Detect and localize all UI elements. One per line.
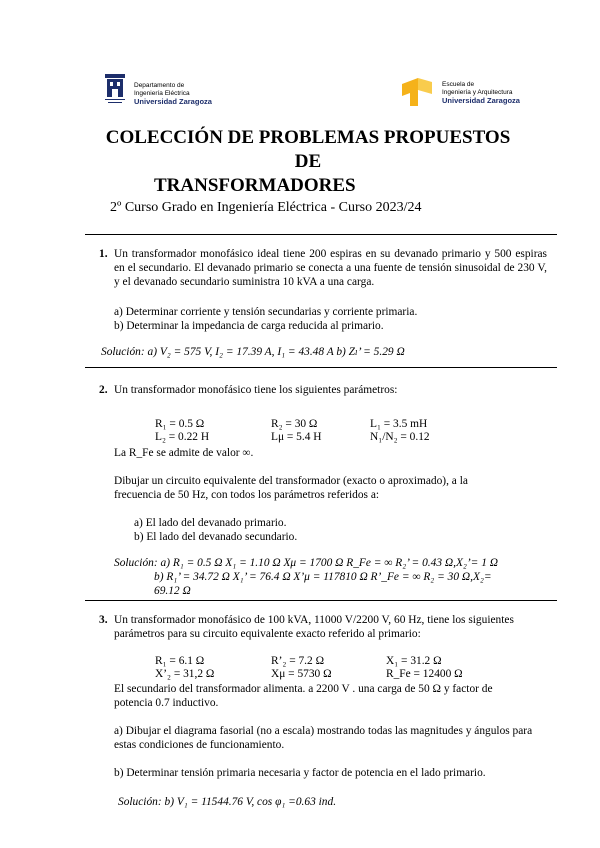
title-line2: DE xyxy=(294,151,322,172)
problem-3-solution: Solución: b) V₁ = 11544.76 V, cos φ₁ =0.63 ind. xyxy=(118,796,337,808)
problem-2-number: 2. xyxy=(99,384,108,396)
university-crest-icon xyxy=(103,72,127,106)
left-logo xyxy=(103,72,233,112)
problem-3-note: El secundario del transformador alimenta. a 2200 V . una carga de 50 Ω y factor de potencia 0.7 inductivo. xyxy=(114,683,493,709)
param: Lμ = 5.4 H xyxy=(271,431,322,443)
divider xyxy=(85,367,557,368)
param: L₁ = 3.5 mH xyxy=(370,418,428,430)
param: N₁/N₂ = 0.12 xyxy=(370,431,430,443)
problem-3-item-a: a) Dibujar el diagrama fasorial (no a escala) mostrando todas las magnitudes y ángulos para estas condiciones de funcionamiento. xyxy=(114,725,533,751)
param: L₂ = 0.22 H xyxy=(155,431,210,443)
problem-2-solution-a: Solución: a) R₁ = 0.5 Ω X₁ = 1.10 Ω Xμ = 1700 Ω R_Fe = ∞ R₂’ = 0.43 Ω,X₂’= 1 Ω xyxy=(114,557,498,569)
left-logo-line1: Departamento de xyxy=(134,82,185,89)
problem-3-item-b: b) Determinar tensión primaria necesaria y factor de potencia en el lado primario. xyxy=(114,767,486,779)
left-logo-line3: Universidad Zaragoza xyxy=(134,97,212,106)
divider xyxy=(85,234,557,235)
problem-1-item-b: b) Determinar la impedancia de carga reducida al primario. xyxy=(114,320,384,332)
right-logo-line3: Universidad Zaragoza xyxy=(442,96,520,105)
problem-2-task: Dibujar un circuito equivalente del transformador (exacto o aproximado), a la frecuencia de 50 Hz, con todos los parámetros referidos a: xyxy=(114,475,468,501)
problem-2-solution-b: b) R₁’ = 34.72 Ω X₁’ = 76.4 Ω X’μ = 117810 Ω R’_Fe = ∞ R₂ = 30 Ω,X₂= xyxy=(154,571,492,583)
problem-1-number: 1. xyxy=(99,248,108,260)
subtitle: 2º Curso Grado en Ingeniería Eléctrica - Curso 2023/24 xyxy=(110,200,422,215)
problem-1-statement: Un transformador monofásico ideal tiene 200 espiras en su devanado primario y 500 espiras en el secundario. El devanado primario se conecta a una fuente de tensión sinusoidal de 230 V, y el devanado secundario suministra 10 kVA a una carga. xyxy=(114,248,547,288)
param: R₂ = 30 Ω xyxy=(271,418,318,430)
school-logo-icon xyxy=(400,76,434,108)
problem-1-solution: Solución: a) V₂ = 575 V, I₂ = 17.39 A, I₁ = 43.48 A b) Zₗ’ = 5.29 Ω xyxy=(101,346,405,358)
divider xyxy=(85,600,557,601)
problem-2-statement: Un transformador monofásico tiene los siguientes parámetros: xyxy=(114,384,398,396)
title-line1: COLECCIÓN DE PROBLEMAS PROPUESTOS xyxy=(105,127,511,148)
right-logo xyxy=(400,76,540,112)
problem-2-item-b: b) El lado del devanado secundario. xyxy=(134,531,298,543)
param: X₁ = 31.2 Ω xyxy=(386,655,442,667)
param: R’₂ = 7.2 Ω xyxy=(271,655,325,667)
problem-2-item-a: a) El lado del devanado primario. xyxy=(134,517,287,529)
param: R_Fe = 12400 Ω xyxy=(386,668,463,680)
page-title xyxy=(88,126,528,198)
param: Xμ = 5730 Ω xyxy=(271,668,332,680)
problem-3-statement: Un transformador monofásico de 100 kVA, 11000 V/2200 V, 60 Hz, tiene los siguientes parámetros para su circuito equivalente exacto referido al primario: xyxy=(114,614,514,640)
param: R₁ = 6.1 Ω xyxy=(155,655,205,667)
right-logo-line1: Escuela de xyxy=(442,81,475,88)
param: R₁ = 0.5 Ω xyxy=(155,418,205,430)
title-line3: TRANSFORMADORES xyxy=(154,175,356,196)
problem-2-note: La R_Fe se admite de valor ∞. xyxy=(114,447,254,459)
problem-2-solution-b-cont: 69.12 Ω xyxy=(154,585,191,597)
right-logo-line2: Ingeniería y Arquitectura xyxy=(442,89,513,96)
left-logo-line2: Ingeniería Eléctrica xyxy=(134,90,190,97)
param: X’₂ = 31,2 Ω xyxy=(155,668,215,680)
problem-1-item-a: a) Determinar corriente y tensión secundarias y corriente primaria. xyxy=(114,306,418,318)
problem-3-number: 3. xyxy=(99,614,108,626)
